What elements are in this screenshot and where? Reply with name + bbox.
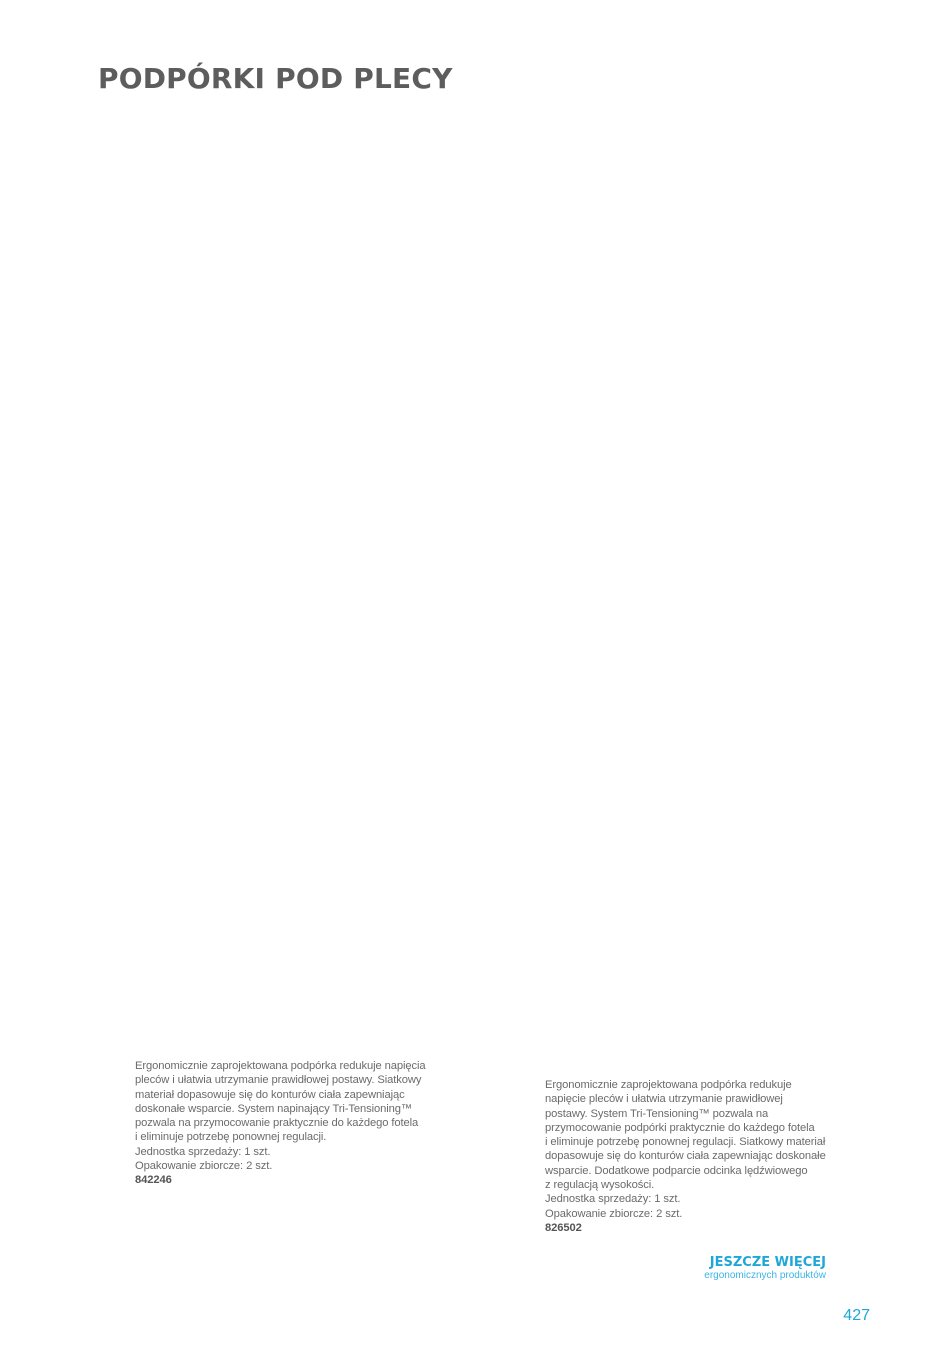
description-line: pozwala na przymocowanie praktycznie do każdego fotela [135, 1117, 419, 1130]
product-description-842246 [135, 1059, 426, 1188]
bulk-package: Opakowanie zbiorcze: 2 szt. [135, 1160, 273, 1173]
more-products-subtitle: ergonomicznych produktów [704, 1270, 826, 1281]
product-description-826502 [545, 1078, 826, 1235]
description-line: pleców i ułatwia utrzymanie prawidłowej postawy. Siatkowy [135, 1074, 422, 1087]
description-line: dopasowuje się do konturów ciała zapewniając doskonałe [545, 1150, 826, 1163]
description-line: doskonałe wsparcie. System napinający Tri-Tensioning™ [135, 1102, 413, 1115]
description-line: Ergonomicznie zaprojektowana podpórka redukuje [545, 1079, 792, 1091]
description-line: postawy. System Tri-Tensioning™ pozwala na [545, 1107, 769, 1120]
more-products-title: JESZCZE WIĘCEJ [709, 1255, 826, 1270]
product-code: 842246 [135, 1174, 172, 1187]
description-line: materiał dopasowuje się do konturów ciała zapewniając [135, 1088, 405, 1101]
sales-unit: Jednostka sprzedaży: 1 szt. [135, 1145, 271, 1158]
description-line: napięcie pleców i ułatwia utrzymanie prawidłowej [545, 1093, 783, 1106]
page-title: PODPÓRKI POD PLECY [98, 62, 453, 95]
sales-unit: Jednostka sprzedaży: 1 szt. [545, 1193, 681, 1206]
bulk-package: Opakowanie zbiorcze: 2 szt. [545, 1207, 683, 1220]
description-line: i eliminuje potrzebę ponownej regulacji. Siatkowy materiał [545, 1136, 826, 1149]
description-line: Ergonomicznie zaprojektowana podpórka redukuje napięcia [135, 1060, 426, 1072]
description-line: i eliminuje potrzebę ponownej regulacji. [135, 1131, 327, 1144]
description-line: przymocowanie podpórki praktycznie do każdego fotela [545, 1121, 815, 1134]
page-number: 427 [843, 1307, 870, 1324]
product-code: 826502 [545, 1221, 582, 1234]
description-line: z regulacją wysokości. [545, 1179, 655, 1192]
description-line: wsparcie. Dodatkowe podparcie odcinka lędźwiowego [545, 1164, 808, 1177]
more-products-link[interactable] [704, 1255, 826, 1281]
